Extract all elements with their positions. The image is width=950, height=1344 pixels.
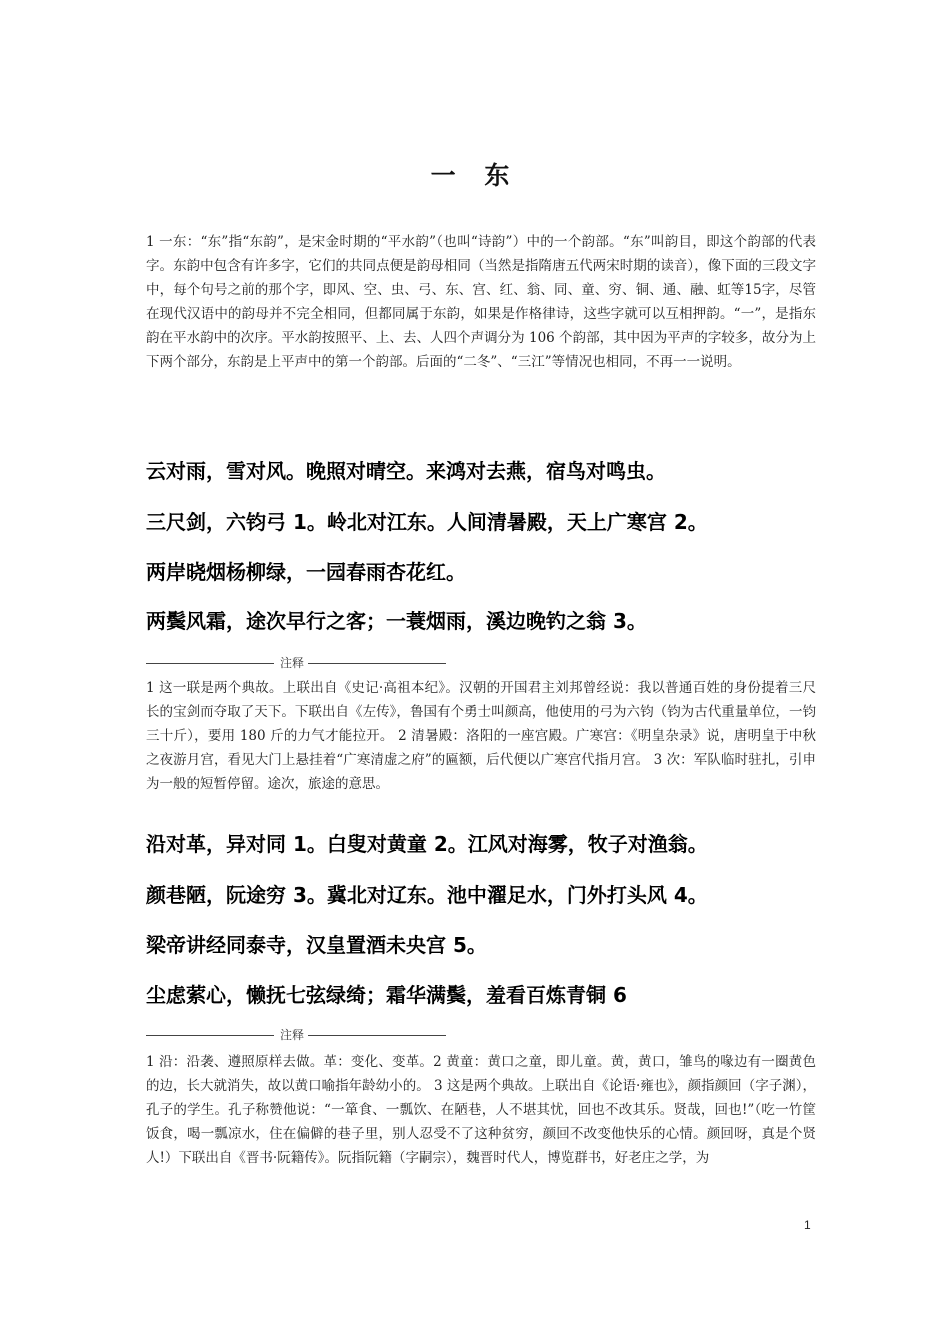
separator-rule bbox=[146, 663, 274, 664]
page-number: 1 bbox=[804, 1218, 811, 1232]
verse-line: 云对雨，雪对风。晚照对晴空。来鸿对去燕，宿鸟对鸣虫。 bbox=[146, 459, 666, 483]
footnote-separator bbox=[146, 655, 446, 671]
verse-line: 梁帝讲经同泰寺，汉皇置酒未央宫 5。 bbox=[146, 933, 487, 957]
separator-label: 注释 bbox=[279, 656, 304, 670]
footnote-text: 1 这一联是两个典故。上联出自《史记·高祖本纪》。汉朝的开国君主刘邦曾经说：我以普通百姓的身份提着三尺长的宝剑而夺取了天下。下联出自《左传》，鲁国有个勇士叫颜高，他使用的弓为六钧（钧为古代重量单位，一钧三十斤），要用 180 斤的力气才能拉开。 2 清暑殿：洛阳的一座宫殿。广寒宫：《明皇杂录》说，唐明皇于中秋之夜游月宫，看见大门上悬挂着“广寒清虚之府”的匾额，后代便以广寒宫代指月宫。 3 次：军队临时驻扎，引申为一般的短暂停留。途次，旅途的意思。 bbox=[146, 680, 816, 792]
footnote-text: 1 沿：沿袭、遵照原样去做。革：变化、变革。2 黄童：黄口之童，即儿童。黄，黄口，雏鸟的喙边有一圈黄色的边，长大就消失，故以黄口喻指年龄幼小的。 3 这是两个典故。上联出自《论语·雍也》，颜指颜回（字子渊），孔子的学生。孔子称赞他说：“一箪食、一瓢饮、在陋巷，人不堪其忧，回也不改其乐。贤哉，回也!”（吃一竹筐饭食，喝一瓢凉水，住在偏僻的巷子里，别人忍受不了这种贫穷，颜回不改变他快乐的心情。颜回呀，真是个贤人!）下联出自《晋书·阮籍传》。阮指阮籍（字嗣宗），魏晋时代人，博览群书，好老庄之学，为 bbox=[146, 1054, 816, 1166]
verse-line: 沿对革，异对同 1。白叟对黄童 2。江风对海雾，牧子对渔翁。 bbox=[146, 832, 708, 856]
footnote-separator bbox=[146, 1027, 446, 1043]
intro-note: 1 一东：“东”指“东韵”，是宋金时期的“平水韵”（也叫“诗韵”）中的一个韵部。“东”叫韵目，即这个韵部的代表字。东韵中包含有许多字，它们的共同点便是韵母相同（当然是指隋唐五代两宋时期的读音），像下面的三段文字中，每个句号之前的那个字，即风、空、虫、弓、东、宫、红、翁、同、童、穷、铜、通、融、虹等15字，尽管在现代汉语中的韵母并不完全相同，但都同属于东韵，如果是作格律诗，这些字就可以互相押韵。“一”，是指东韵在平水韵中的次序。平水韵按照平、上、去、人四个声调分为 106 个韵部，其中因为平声的字较多，故分为上下两个部分，东韵是上平声中的第一个韵部。后面的“二冬”、“三江”等情况也相同，不再一一说明。 bbox=[146, 234, 816, 370]
separator-rule bbox=[308, 1035, 446, 1036]
verse-line: 颜巷陋，阮途穷 3。冀北对辽东。池中濯足水，门外打头风 4。 bbox=[146, 883, 708, 907]
separator-rule bbox=[308, 663, 446, 664]
verse-line: 三尺剑，六钧弓 1。岭北对江东。人间清暑殿，天上广寒宫 2。 bbox=[146, 510, 708, 534]
separator-rule bbox=[146, 1035, 274, 1036]
verse-line: 尘虑萦心，懒抚七弦绿绮；霜华满鬓，羞看百炼青铜 6 bbox=[146, 983, 627, 1007]
verse-line: 两岸晓烟杨柳绿，一园春雨杏花红。 bbox=[146, 560, 466, 584]
separator-label: 注释 bbox=[279, 1028, 304, 1042]
chapter-title: 一 东 bbox=[430, 161, 520, 190]
verse-line: 两鬓风霜，途次早行之客；一蓑烟雨，溪边晚钓之翁 3。 bbox=[146, 609, 647, 633]
